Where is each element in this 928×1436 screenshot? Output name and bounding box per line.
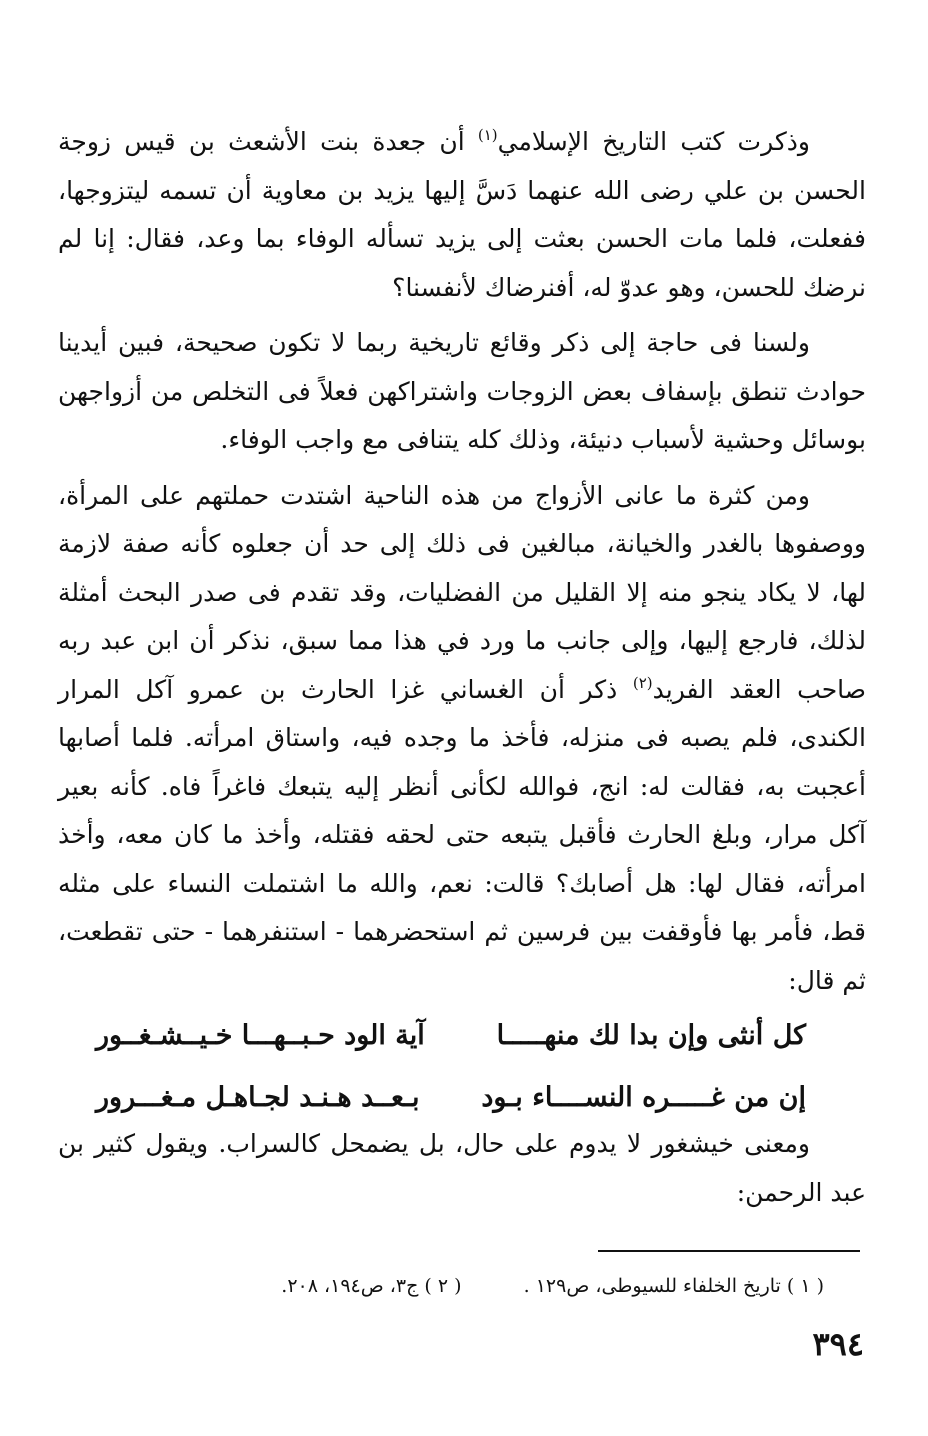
page-number: ٣٩٤ [812,1325,864,1363]
poem-hemistich-second: آية الود حـبــهـــا خـيــشـغــور [96,1020,425,1051]
footnote-2: ( ٢ ) ج٣، ص١٩٤، ٢٠٨. [281,1275,462,1297]
footnote-ref: (١) [477,126,498,144]
text-run: أن جعدة بنت الأشعث بن قيس زوجة الحسن بن علي رضى الله عنهما دَسَّ إليها يزيد بن معاوية أن تسمه ليتزوجها، ففعلت، فلما مات الحسن بعثت إلى يزيد تسأله الوفاء بما وعد، فقال: إنا لم نرضك للحسن، وهو عدوّ له، أفنرضاك لأنفسنا؟ [58,127,866,302]
footnote-1: ( ١ ) تاريخ الخلفاء للسيوطى، ص١٢٩ . [523,1275,824,1297]
poem [96,1005,806,1129]
footnotes [84,1268,824,1304]
footnote-ref: (٢) [632,673,653,692]
closing-text [58,1120,866,1224]
footnote-separator [598,1250,860,1252]
paragraph [58,319,866,465]
main-text [58,118,866,1012]
text-run: ذكر أن الغساني غزا الحارث بن عمرو آكل المرار الكندى، فلم يصبه فى منزله، فأخذ ما وجده فيه، واستاق امرأته. فلما أصابها أعجبت به، فقالت له: انج، فوالله لكأنى أنظر إليه يتبعك فاغراً فاه. كأنه بعير آكل مرار، وبلغ الحارث فأقبل يتبعه حتى لحقه فقتله، وأخذ ما كان معه، وأخذ امرأته، فقال لها: هل أصابك؟ قالت: نعم، والله ما اشتملت النساء على مثله قط، فأمر بها فأوقفت بين فرسين ثم استحضرهما - استنفرهما - حتى تقطعت، ثم قال: [58,674,866,995]
text-run: ومن كثرة ما عانى الأزواج من هذه الناحية اشتدت حملتهم على المرأة، ووصفوها بالغدر والخيانة، مبالغين فى ذلك إلى حد أن جعلوه كأنه صفة لازمة لها، لا يكاد ينجو منه إلا القليل من الفضليات، وقد تقدم فى صدر البحث أمثلة لذلك، فارجع إليها، وإلى جانب ما ورد في هذا مما سبق، نذكر أن ابن عبد ربه صاحب العقد الفريد [58,480,866,704]
poem-hemistich-second: بـعــد هـنـد لجـاهـل مـغـــرور [96,1082,420,1113]
paragraph: ومعنى خيشغور لا يدوم على حال، بل يضمحل كالسراب. ويقول كثير بن عبد الرحمن: [58,1129,866,1207]
poem-hemistich-first: إن من غـــــره النســــاء بـود [481,1082,806,1113]
text-run: وذكرت كتب التاريخ الإسلامي [497,127,810,156]
poem-hemistich-first: كل أنثى وإن بدا لك منهـــــا [496,1020,806,1051]
poem-verse [96,1005,806,1067]
text-run: ولسنا فى حاجة إلى ذكر وقائع تاريخية ربما لا تكون صحيحة، فبين أيدينا حوادث تنطق بإسفاف بعض الزوجات واشتراكهن فعلاً فى التخلص من أزواجهن بوسائل وحشية لأسباب دنيئة، وذلك كله يتنافى مع واجب الوفاء. [58,328,866,454]
paragraph [58,472,866,1006]
paragraph [58,118,866,312]
